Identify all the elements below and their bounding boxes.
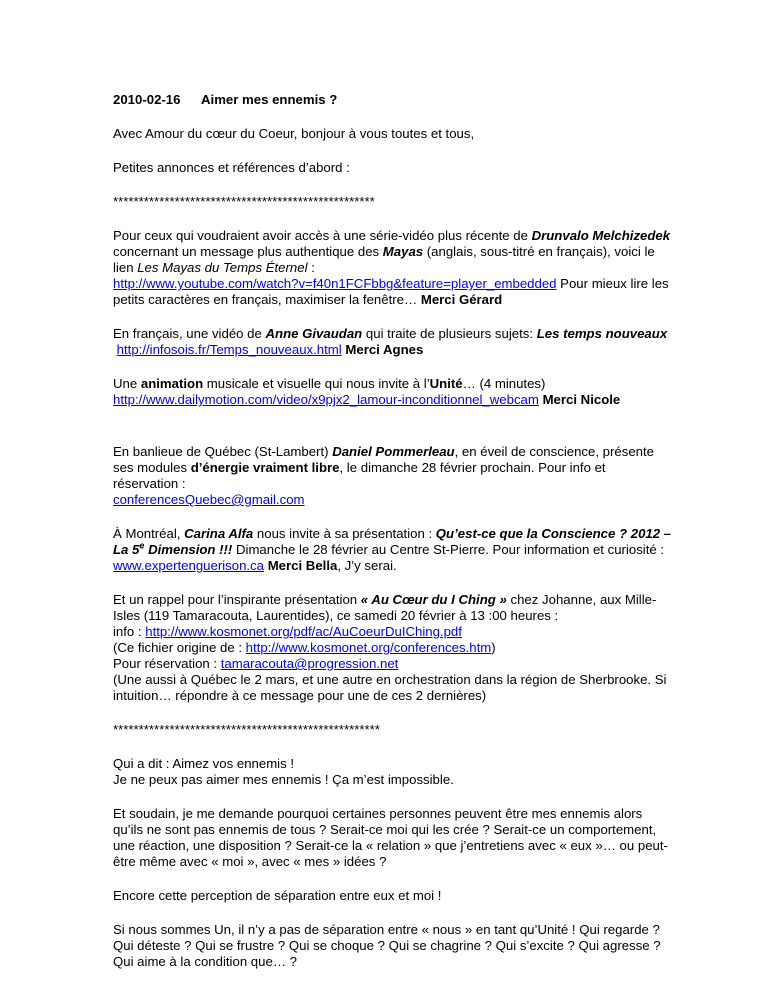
infosois-link[interactable]: http://infosois.fr/Temps_nouveaux.html [116,342,342,357]
separator-stars: *************************************************** [113,194,375,209]
document-page [113,92,673,988]
greeting: Avec Amour du cœur du Coeur, bonjour à vous toutes et tous, [113,126,475,141]
video-title: Les temps nouveaux [536,326,668,341]
thanks-credit: Merci Nicole [542,392,621,407]
document-title: Aimer mes ennemis ? [201,92,338,107]
website-link[interactable]: www.expertenguerison.ca [113,558,265,573]
author-name: Daniel Pommerleau [332,444,455,459]
spacer [113,426,673,444]
youtube-link[interactable]: http://www.youtube.com/watch?v=f40n1FCFbbg&feature=player_embedded [113,276,557,291]
announcement-givaudan: En français, une vidéo de Anne Givaudan qui traite de plusieurs sujets: Les temps nouveaux http://infosois.fr/Temps_nouveaux.html Merci Agnes [113,326,668,357]
body-paragraph: Si nous sommes Un, il n’y a pas de séparation entre « nous » en tant qu’Unité ! Qui regarde ? Qui déteste ? Qui se frustre ? Qui se choque ? Qui se chagrine ? Qui s’excite ? Qui agresse ? Qui aime à la condition que… ? [113,922,661,969]
announcement-iching: Et un rappel pour l’inspirante présentation « Au Cœur du I Ching » chez Johanne, aux Mille-Isles (119 Tamaracouta, Laurentides), ce samedi 20 février à 13 :00 heures : info : http://www.kosmonet.org/pdf/ac/AuCoeurDuIChing.pdf (Ce fichier origine de : http://www.kosmonet.org/conferences.htm) Pour réservation : tamaracouta@progression.net (Une aussi à Québec le 2 mars, et une autre en orchestration dans la région de Sherbrooke. Si intuition… répondre à ce message pour une de ces 2 dernières) [113,592,667,703]
event-title: Qu’est-ce que la Conscience ? 2012 – La 5 [113,526,672,557]
author-name: Anne Givaudan [265,326,363,341]
dailymotion-link[interactable]: http://www.dailymotion.com/video/x9pjx2_lamour-inconditionnel_webcam [113,392,539,407]
announcement-alfa: À Montréal, Carina Alfa nous invite à sa présentation : Qu’est-ce que la Conscience ? 2012 – La 5e Dimension !!! Dimanche le 28 février au Centre St-Pierre. Pour information et curiosité : www.expertenguerison.ca Merci Bella, J’y serai. [113,526,672,573]
body-paragraph: Et soudain, je me demande pourquoi certaines personnes peuvent être mes ennemis alors qu’ils ne sont pas ennemis de tous ? Serait-ce moi qui les crée ? Serait-ce un comportement, une réaction, une disposition ? Serait-ce la « relation » que j’entretiens avec « eux »… ou peut-être même avec « moi », avec « mes » idées ? [113,806,668,869]
document-header [113,92,673,108]
thanks-credit: Merci Bella [267,558,338,573]
conferences-link[interactable]: http://www.kosmonet.org/conferences.htm [245,640,492,655]
event-title: « Au Cœur du I Ching » [360,592,507,607]
email-link[interactable]: conferencesQuebec@gmail.com [113,492,305,507]
thanks-credit: Merci Gérard [420,292,503,307]
separator-stars: **************************************************** [113,722,380,737]
video-title: Les Mayas du Temps Éternel [137,260,308,275]
author-name: Carina Alfa [184,526,254,541]
intro: Petites annonces et références d’abord : [113,160,350,175]
announcement-drunvalo: Pour ceux qui voudraient avoir accès à une série-vidéo plus récente de Drunvalo Melchizedek concernant un message plus authentique des Mayas (anglais, sous-titré en français), voici le lien Les Mayas du Temps Éternel : http://www.youtube.com/watch?v=f40n1FCFbbg&feature=player_embedded Pour mieux lire les petits caractères en français, maximiser la fenêtre… Merci Gérard [113,228,671,307]
thanks-credit: Merci Agnes [345,342,424,357]
document-date: 2010-02-16 [113,92,181,107]
body-intro: Qui a dit : Aimez vos ennemis ! Je ne peux pas aimer mes ennemis ! Ça m’est impossible. [113,756,454,787]
pdf-link[interactable]: http://www.kosmonet.org/pdf/ac/AuCoeurDuIChing.pdf [145,624,462,639]
body-paragraph: Encore cette perception de séparation entre eux et moi ! [113,888,442,903]
author-name: Drunvalo Melchizedek [531,228,671,243]
announcement-pommerleau: En banlieue de Québec (St-Lambert) Daniel Pommerleau, en éveil de conscience, présente ses modules d’énergie vraiment libre, le dimanche 28 février prochain. Pour info et réservation : conferencesQuebec@gmail.com [113,444,654,507]
email-link[interactable]: tamaracouta@progression.net [220,656,399,671]
announcement-animation: Une animation musicale et visuelle qui nous invite à l’Unité… (4 minutes) http://www.dailymotion.com/video/x9pjx2_lamour-inconditionnel_webcam Merci Nicole [113,376,621,407]
